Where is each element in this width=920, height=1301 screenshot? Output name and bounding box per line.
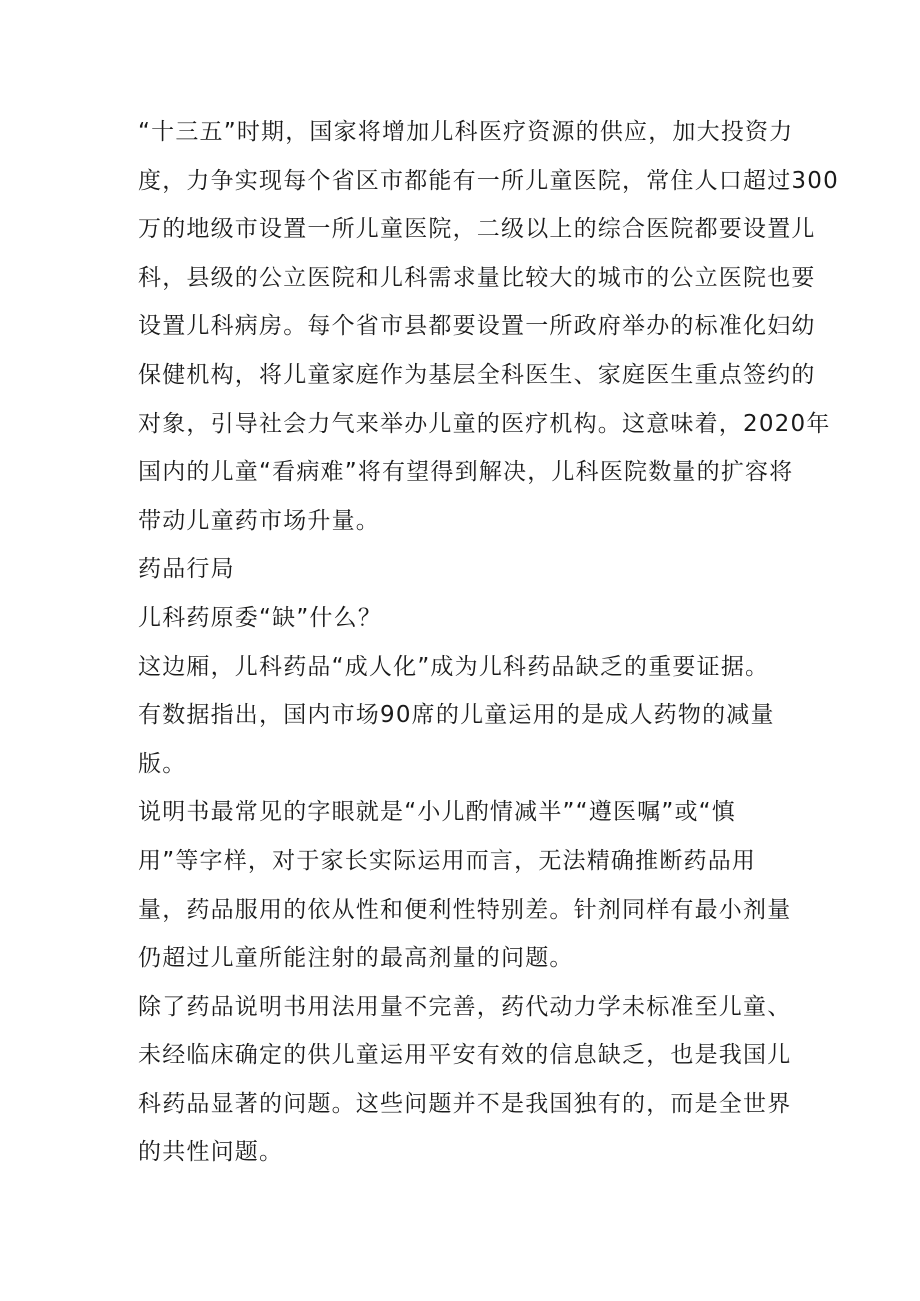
paragraph-evidence: 这边厢，儿科药品“成人化”成为儿科药品缺乏的重要证据。 [138, 653, 770, 680]
paragraph-intro [138, 108, 839, 545]
text-line: 除了药品说明书用法用量不完善，药代动力学未标准至儿童、 [138, 993, 792, 1020]
text-line: 科，县级的公立医院和儿科需求量比较大的城市的公立医院也要 [138, 264, 816, 291]
subheading: 儿科药原委“缺”什么？ [138, 604, 383, 631]
text-line: 对象，引导社会力气来举办儿童的医疗机构。这意味着，2020年 [138, 410, 831, 437]
text-line: 未经临床确定的供儿童运用平安有效的信息缺乏，也是我国儿 [138, 1042, 792, 1069]
text-line: 用”等字样，对于家长实际运用而言，无法精确推断药品用 [138, 847, 757, 874]
paragraph-data [138, 691, 798, 788]
section-heading: 药品行局 [138, 556, 235, 583]
text-line: 的共性问题。 [138, 1139, 284, 1166]
text-line: 度，力争实现每个省区市都能有一所儿童医院，常住人口超过300 [138, 167, 839, 194]
text-line: 国内的儿童“看病难”将有望得到解决，儿科医院数量的扩容将 [138, 459, 794, 486]
paragraph-conclusion [138, 983, 798, 1177]
text-line: 保健机构，将儿童家庭作为基层全科医生、家庭医生重点签约的 [138, 361, 816, 388]
paragraph-instructions [138, 788, 798, 982]
document-body [138, 108, 839, 1177]
text-line: 万的地级市设置一所儿童医院，二级以上的综合医院都要设置儿 [138, 216, 816, 243]
text-line: 科药品显著的问题。这些问题并不是我国独有的，而是全世界 [138, 1090, 792, 1117]
text-line: 设置儿科病房。每个省市县都要设置一所政府举办的标准化妇幼 [138, 313, 816, 340]
text-line: 量，药品服用的依从性和便利性特别差。针剂同样有最小剂量 [138, 896, 792, 923]
text-line: 说明书最常见的字眼就是“小儿酌情减半”“遵医嘱”或“慎 [138, 799, 736, 826]
text-line: 仍超过儿童所能注射的最高剂量的问题。 [138, 945, 574, 972]
text-line: 带动儿童药市场升量。 [138, 507, 380, 534]
text-line: “十三五”时期，国家将增加儿科医疗资源的供应，加大投资力 [138, 119, 794, 145]
text-line: 有数据指出，国内市场90席的儿童运用的是成人药物的减量 [138, 702, 775, 729]
text-line: 版。 [138, 750, 187, 777]
